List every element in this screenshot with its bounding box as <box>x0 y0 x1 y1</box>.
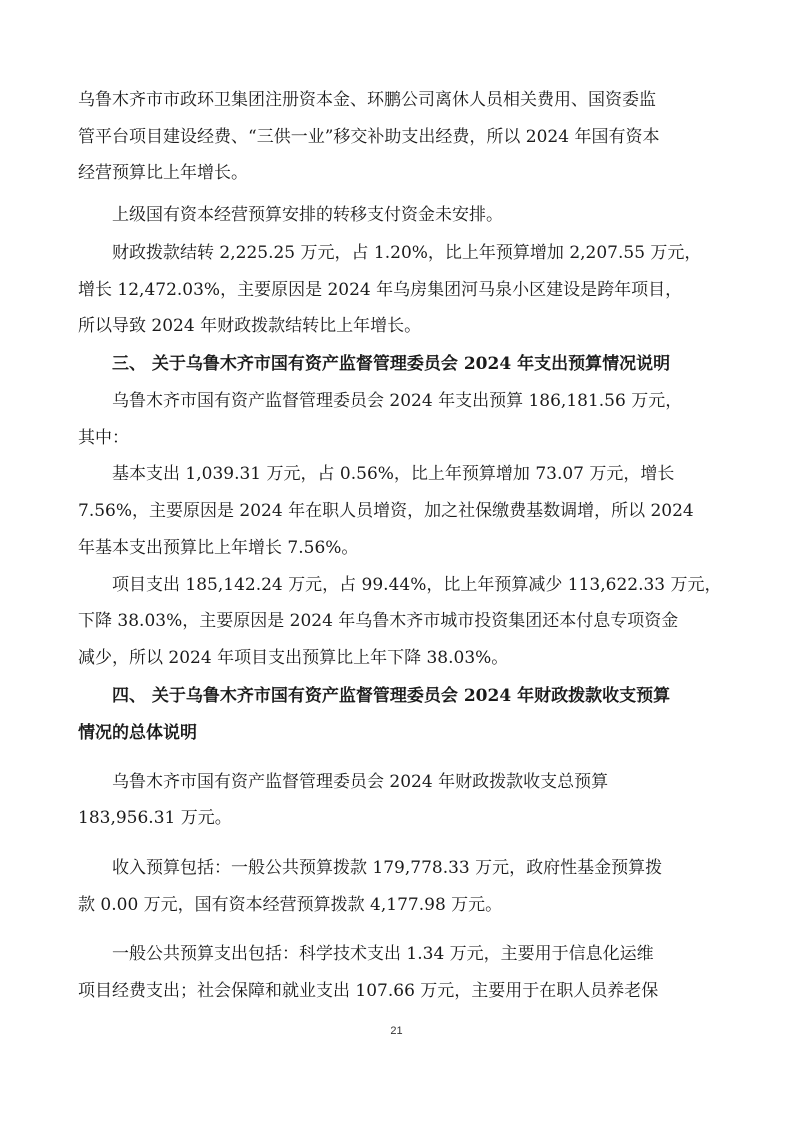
body-text-line: 经营预算比上年增长。 <box>78 163 248 183</box>
body-text-line: 所以导致 2024 年财政拨款结转比上年增长。 <box>78 316 422 336</box>
section-heading-3: 三、 关于乌鲁木齐市国有资产监督管理委员会 2024 年支出预算情况说明 <box>112 354 671 374</box>
body-text-line: 基本支出 1,039.31 万元，占 0.56%，比上年预算增加 73.07 万元，增长 <box>112 464 675 484</box>
body-text-line: 管平台项目建设经费、“三供一业”移交补助支出经费，所以 2024 年国有资本 <box>78 127 660 147</box>
body-text-line: 年基本支出预算比上年增长 7.56%。 <box>78 538 359 558</box>
body-text-line: 项目支出 185,142.24 万元，占 99.44%，比上年预算减少 113,622.33 万元， <box>112 575 722 595</box>
body-text-line: 项目经费支出；社会保障和就业支出 107.66 万元，主要用于在职人员养老保 <box>78 981 659 1001</box>
body-text-line: 乌鲁木齐市国有资产监督管理委员会 2024 年支出预算 186,181.56 万元， <box>112 391 683 411</box>
page-number: 21 <box>390 1025 403 1037</box>
body-text-line: 乌鲁木齐市国有资产监督管理委员会 2024 年财政拨款收支总预算 <box>112 772 609 792</box>
body-text-line: 财政拨款结转 2,225.25 万元，占 1.20%，比上年预算增加 2,207.55 万元， <box>112 243 702 263</box>
body-text-line: 183,956.31 万元。 <box>78 808 232 828</box>
body-text-line: 增长 12,472.03%，主要原因是 2024 年乌房集团河马泉小区建设是跨年项目， <box>78 280 683 300</box>
body-text-line: 上级国有资本经营预算安排的转移支付资金未安排。 <box>112 205 503 225</box>
section-heading-4: 四、 关于乌鲁木齐市国有资产监督管理委员会 2024 年财政拨款收支预算 <box>112 686 671 706</box>
body-text-line: 乌鲁木齐市市政环卫集团注册资本金、环鹏公司离休人员相关费用、国资委监 <box>78 90 656 110</box>
body-text-line: 7.56%，主要原因是 2024 年在职人员增资，加之社保缴费基数调增，所以 2024 <box>78 501 694 521</box>
body-text-line: 款 0.00 万元，国有资本经营预算拨款 4,177.98 万元。 <box>78 895 503 915</box>
body-text-line: 其中： <box>78 428 129 448</box>
body-text-line: 减少，所以 2024 年项目支出预算比上年下降 38.03%。 <box>78 648 509 668</box>
body-text-line: 一般公共预算支出包括：科学技术支出 1.34 万元，主要用于信息化运维 <box>112 944 654 964</box>
body-text-line: 收入预算包括：一般公共预算拨款 179,778.33 万元，政府性基金预算拨 <box>112 858 663 878</box>
body-text-line: 下降 38.03%，主要原因是 2024 年乌鲁木齐市城市投资集团还本付息专项资金 <box>78 611 679 631</box>
section-heading-4-continued: 情况的总体说明 <box>78 723 197 743</box>
